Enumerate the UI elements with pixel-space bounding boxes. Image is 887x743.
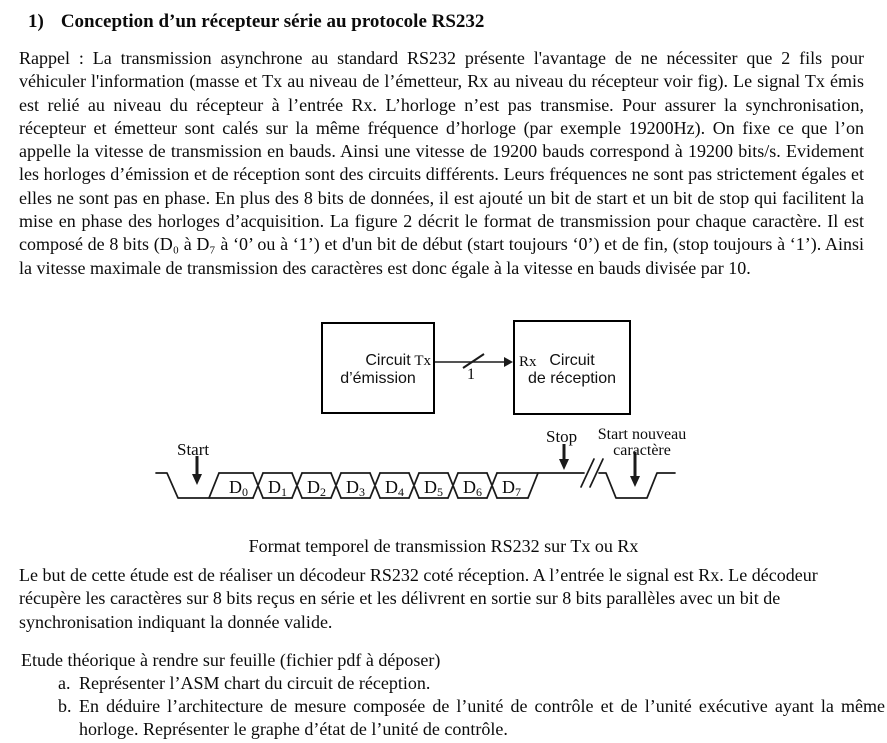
task-b-text: En déduire l’architecture de mesure composée de l’unité de contrôle et de l’unité exécutive ayant la même horloge. Représenter le graphe d’état de l’unité de contrôle. bbox=[79, 696, 885, 740]
stop-bit-arrow bbox=[559, 444, 569, 470]
task-a-text: Représenter l’ASM chart du circuit de réception. bbox=[79, 673, 431, 693]
bit-label-d7: $D_7$ bbox=[502, 477, 521, 499]
task-a-marker: a. bbox=[58, 673, 71, 693]
emitter-box-subtitle: d’émission bbox=[340, 370, 416, 387]
bit-label-d4: $D_4$ bbox=[385, 477, 404, 499]
paragraph-rappel: Rappel : La transmission asynchrone au standard RS232 présente l'avantage de ne nécessiter que 2 fils pour véhiculer l'information (masse et Tx au niveau de l’émetteur, Rx au niveau du récepteur voir fig). Le signal Tx émis est relié au niveau du récepteur à l’entrée Rx. L’horloge n’est pas transmise. Pour assurer la synchronisation, récepteur et émetteur sont calés sur la même fréquence d’horloge (par exemple 19200Hz). On fixe ce que l’on appelle la vitesse de transmission en bauds. Ainsi une vitesse de 19200 bauds correspond à 19200 bits/s. Evidement les horloges d’émission et de réception sont des circuits différents. Leurs fréquences ne sont pas strictement égales et elles ne sont pas en phase. En plus des 8 bits de données, il est ajouté un bit de start et un bit de stop qui facilitent la mise en phase des horloges d’acquisition. La figure 2 décrit le format de transmission pour chaque caractère. Il est composé de 8 bits (D₀ à D₇ à ‘0’ ou à ‘1’) et d'un bit de début (start toujours ‘0’) et de fin, (stop toujours à ‘1’). Ainsi la vitesse maximale de transmission des caractères est donc égale à la vitesse en bauds divisée par 10. bbox=[19, 48, 864, 278]
figure-caption: Format temporel de transmission RS232 sur Tx ou Rx bbox=[248, 536, 639, 556]
new-character-label-line2: caractère bbox=[613, 441, 671, 459]
receiver-box-subtitle: de réception bbox=[527, 370, 617, 387]
bit-label-d6: $D_6$ bbox=[463, 477, 482, 499]
section-title: Conception d’un récepteur série au protocole RS232 bbox=[60, 11, 485, 32]
section-number: 1) bbox=[28, 11, 44, 32]
task-item-a bbox=[58, 672, 430, 695]
section-heading bbox=[28, 11, 484, 33]
emitter-box-title: Circuit bbox=[365, 352, 411, 369]
bit-label-d3: $D_3$ bbox=[346, 477, 365, 499]
bit-label-d0: $D_0$ bbox=[229, 477, 248, 499]
new-character-label-line1: Start nouveau bbox=[597, 426, 687, 443]
bit-label-d2: $D_2$ bbox=[307, 477, 326, 499]
waveform-bit-labels bbox=[0, 477, 887, 499]
start-bit-label: Start bbox=[177, 440, 210, 459]
receiver-circuit-box bbox=[513, 320, 631, 415]
bit-label-d5: $D_5$ bbox=[424, 477, 443, 499]
tx-port-label: Tx bbox=[414, 353, 431, 369]
task-b-marker: b. bbox=[58, 696, 72, 716]
paragraph-etude: Etude théorique à rendre sur feuille (fichier pdf à déposer) bbox=[21, 650, 441, 670]
emitter-circuit-box bbox=[321, 322, 435, 414]
stop-bit-label: Stop bbox=[546, 427, 578, 446]
wire-width-label: 1 bbox=[467, 366, 475, 383]
task-item-b bbox=[58, 695, 885, 742]
paragraph-but: Le but de cette étude est de réaliser un décodeur RS232 coté réception. A l’entrée le signal est Rx. Le décodeur récupère les caractères sur 8 bits reçus en série et les délivrent en sortie sur 8 bits parallèles avec un bit de synchronisation indiquant la donnée valide. bbox=[19, 565, 818, 632]
rx-port-label: Rx bbox=[519, 354, 537, 370]
bit-label-d1: $D_1$ bbox=[268, 477, 287, 499]
new-character-label bbox=[592, 427, 692, 458]
receiver-box-title: Circuit bbox=[549, 352, 595, 369]
